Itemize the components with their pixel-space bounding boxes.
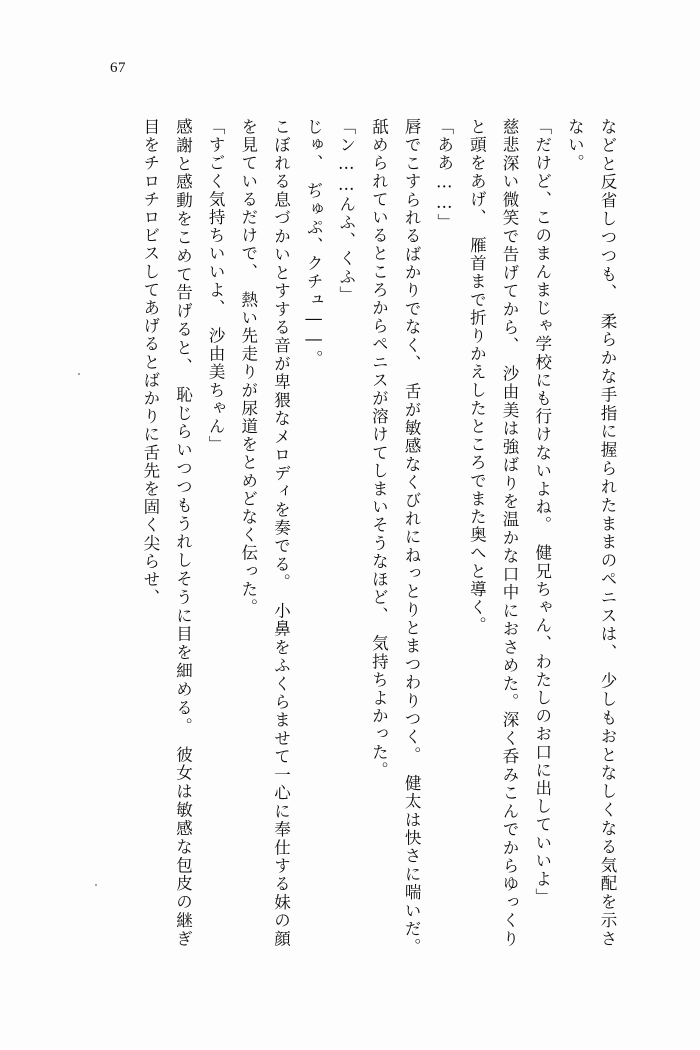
paragraph: 「ああ……」 [434, 118, 454, 232]
paragraph: こぼれる息づかいとすする音が卑猥なメロディを奏でる。 小鼻をふくらませて一心に奉仕する妹の顔を見ているだけで、 熱い先走りが尿道をとめどなく伝った。 [238, 118, 291, 948]
paragraph: 「ン……んふ、くふ」 [336, 118, 356, 304]
paragraph: 唇でこすられるばかりでなく、 舌が敏感なくびれにねっとりとまつわりつく。 健太は快さに喘いだ。 舐められているところからペニスが溶けてしまいそうなほど、 気持ちよかった。 [369, 118, 422, 967]
body-text [78, 118, 623, 967]
paragraph: などと反省しつつも、 柔らかな手指に握られたままのペニスは、 少しもおとなしくなる気配を示さない。 [565, 118, 617, 948]
paragraph: 慈悲深い微笑で告げてから、 沙由美は強ばりを温かな口中におさめた。深く呑みこんでからゆっくりと頭をあげ、 雁首まで折りかえしたところでまた奥へと導く。 [467, 118, 520, 948]
page-number: 67 [110, 60, 126, 76]
paragraph: じゅ、 ぢゅぷ、クチュ――。 [304, 118, 324, 369]
paragraph: 「すごく気持ちいいよ、 沙由美ちゃん」 [206, 118, 226, 454]
paragraph: 感謝と感動をこめて告げると、 恥じらいつつもうれしそうに目を細める。 彼女は敏感な包皮の継ぎ目をチロチロビスしてあげるとばかりに舌先を固く尖らせ、 [140, 118, 193, 948]
paragraph: 「だけど、このまんまじゃ学校にも行けないよね。 健兄ちゃん、わたしのお口に出していいよ」 [532, 118, 552, 907]
